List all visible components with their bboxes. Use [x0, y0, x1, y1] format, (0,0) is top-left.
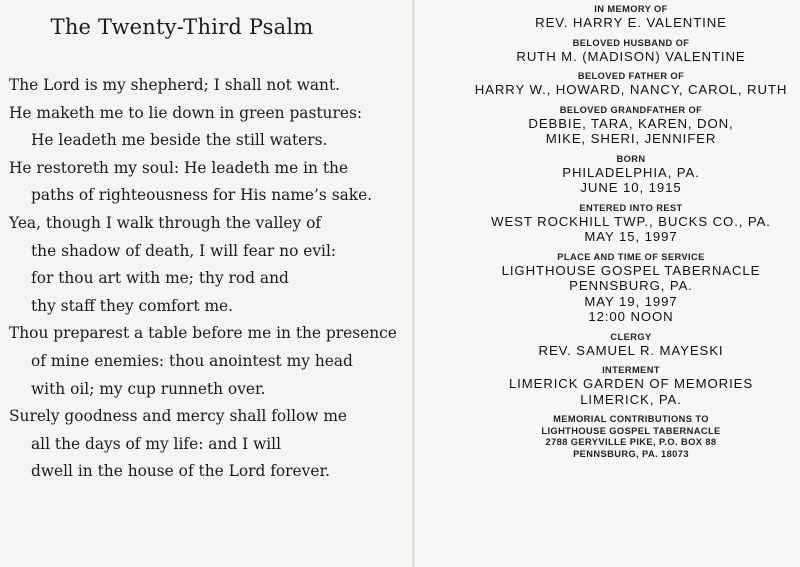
- psalm-line: dwell in the house of the Lord forever.: [31, 462, 331, 481]
- contributions-block: [458, 414, 800, 460]
- section-caption: PLACE AND TIME OF SERVICE: [557, 251, 705, 262]
- memorial-section: [458, 154, 800, 196]
- memorial-section: [458, 203, 800, 245]
- memorial-section: [458, 4, 800, 31]
- memorial-section: [458, 332, 800, 359]
- section-value: LIMERICK, PA.: [580, 391, 682, 407]
- section-value: DEBBIE, TARA, KAREN, DON,: [528, 115, 734, 131]
- section-value: WEST ROCKHILL TWP., BUCKS CO., PA.: [491, 213, 771, 229]
- psalm-line: The Lord is my shepherd; I shall not want.: [9, 76, 341, 94]
- section-caption: IN MEMORY OF: [594, 4, 668, 14]
- section-value: REV. HARRY E. VALENTINE: [535, 15, 727, 30]
- psalm-line: paths of righteousness for His name’s sake.: [31, 186, 373, 205]
- section-caption: CLERGY: [610, 331, 652, 342]
- section-caption: BELOVED GRANDFATHER OF: [559, 104, 703, 115]
- section-value: JUNE 10, 1915: [580, 180, 682, 195]
- psalm-line: He maketh me to lie down in green pastures:: [9, 103, 363, 122]
- section-value: MIKE, SHERI, JENNIFER: [545, 131, 717, 146]
- memorial-section: [458, 365, 800, 407]
- memorial-column: [458, 4, 800, 467]
- memorial-section: [458, 252, 800, 325]
- section-value: REV. SAMUEL R. MAYESKI: [538, 342, 724, 358]
- section-value: LIMERICK GARDEN OF MEMORIES: [508, 376, 754, 391]
- section-caption: ENTERED INTO REST: [579, 202, 683, 213]
- section-value: PENNSBURG, PA.: [569, 278, 693, 293]
- psalm-line: Thou preparest a table before me in the presence: [9, 324, 397, 343]
- psalm-line: all the days of my life: and I will: [31, 434, 282, 453]
- contributions-caption: MEMORIAL CONTRIBUTIONS TO: [553, 414, 709, 424]
- memorial-section: [458, 105, 800, 147]
- psalm-line: thy staff they comfort me.: [31, 296, 234, 315]
- memorial-section: [458, 71, 800, 98]
- psalm-line: of mine enemies: thou anointest my head: [31, 351, 353, 370]
- section-value: HARRY W., HOWARD, NANCY, CAROL, RUTH: [474, 82, 788, 97]
- contributions-line: LIGHTHOUSE GOSPEL TABERNACLE: [541, 425, 721, 436]
- psalm-line: He leadeth me beside the still waters.: [31, 131, 328, 150]
- section-value: MAY 19, 1997: [584, 293, 678, 309]
- section-caption: BELOVED HUSBAND OF: [572, 37, 690, 48]
- contributions-line: PENNSBURG, PA. 18073: [573, 448, 689, 459]
- psalm-line: Surely goodness and mercy shall follow me: [9, 407, 348, 426]
- psalm-line: the shadow of death, I will fear no evil:: [31, 241, 337, 260]
- section-value: MAY 15, 1997: [584, 229, 678, 244]
- contributions-line: 2788 GERYVILLE PIKE, P.O. BOX 88: [545, 437, 717, 447]
- section-value: 12:00 NOON: [588, 309, 674, 324]
- page-fold: [412, 0, 415, 567]
- psalm-line: with oil; my cup runneth over.: [31, 379, 266, 398]
- section-caption: BELOVED FATHER OF: [577, 71, 685, 81]
- section-value: RUTH M. (MADISON) VALENTINE: [516, 48, 746, 64]
- psalm-title: The Twenty-Third Psalm: [50, 15, 314, 39]
- section-value: PHILADELPHIA, PA.: [562, 164, 700, 180]
- psalm-line: for thou art with me; thy rod and: [31, 269, 289, 288]
- memorial-section: [458, 38, 800, 65]
- section-value: LIGHTHOUSE GOSPEL TABERNACLE: [501, 262, 761, 278]
- section-caption: INTERMENT: [602, 365, 660, 375]
- psalm-text: [9, 72, 397, 486]
- section-caption: BORN: [616, 153, 646, 164]
- psalm-line: He restoreth my soul: He leadeth me in the: [9, 158, 349, 177]
- memorial-sections: [458, 4, 800, 407]
- psalm-line: Yea, though I walk through the valley of: [9, 213, 322, 232]
